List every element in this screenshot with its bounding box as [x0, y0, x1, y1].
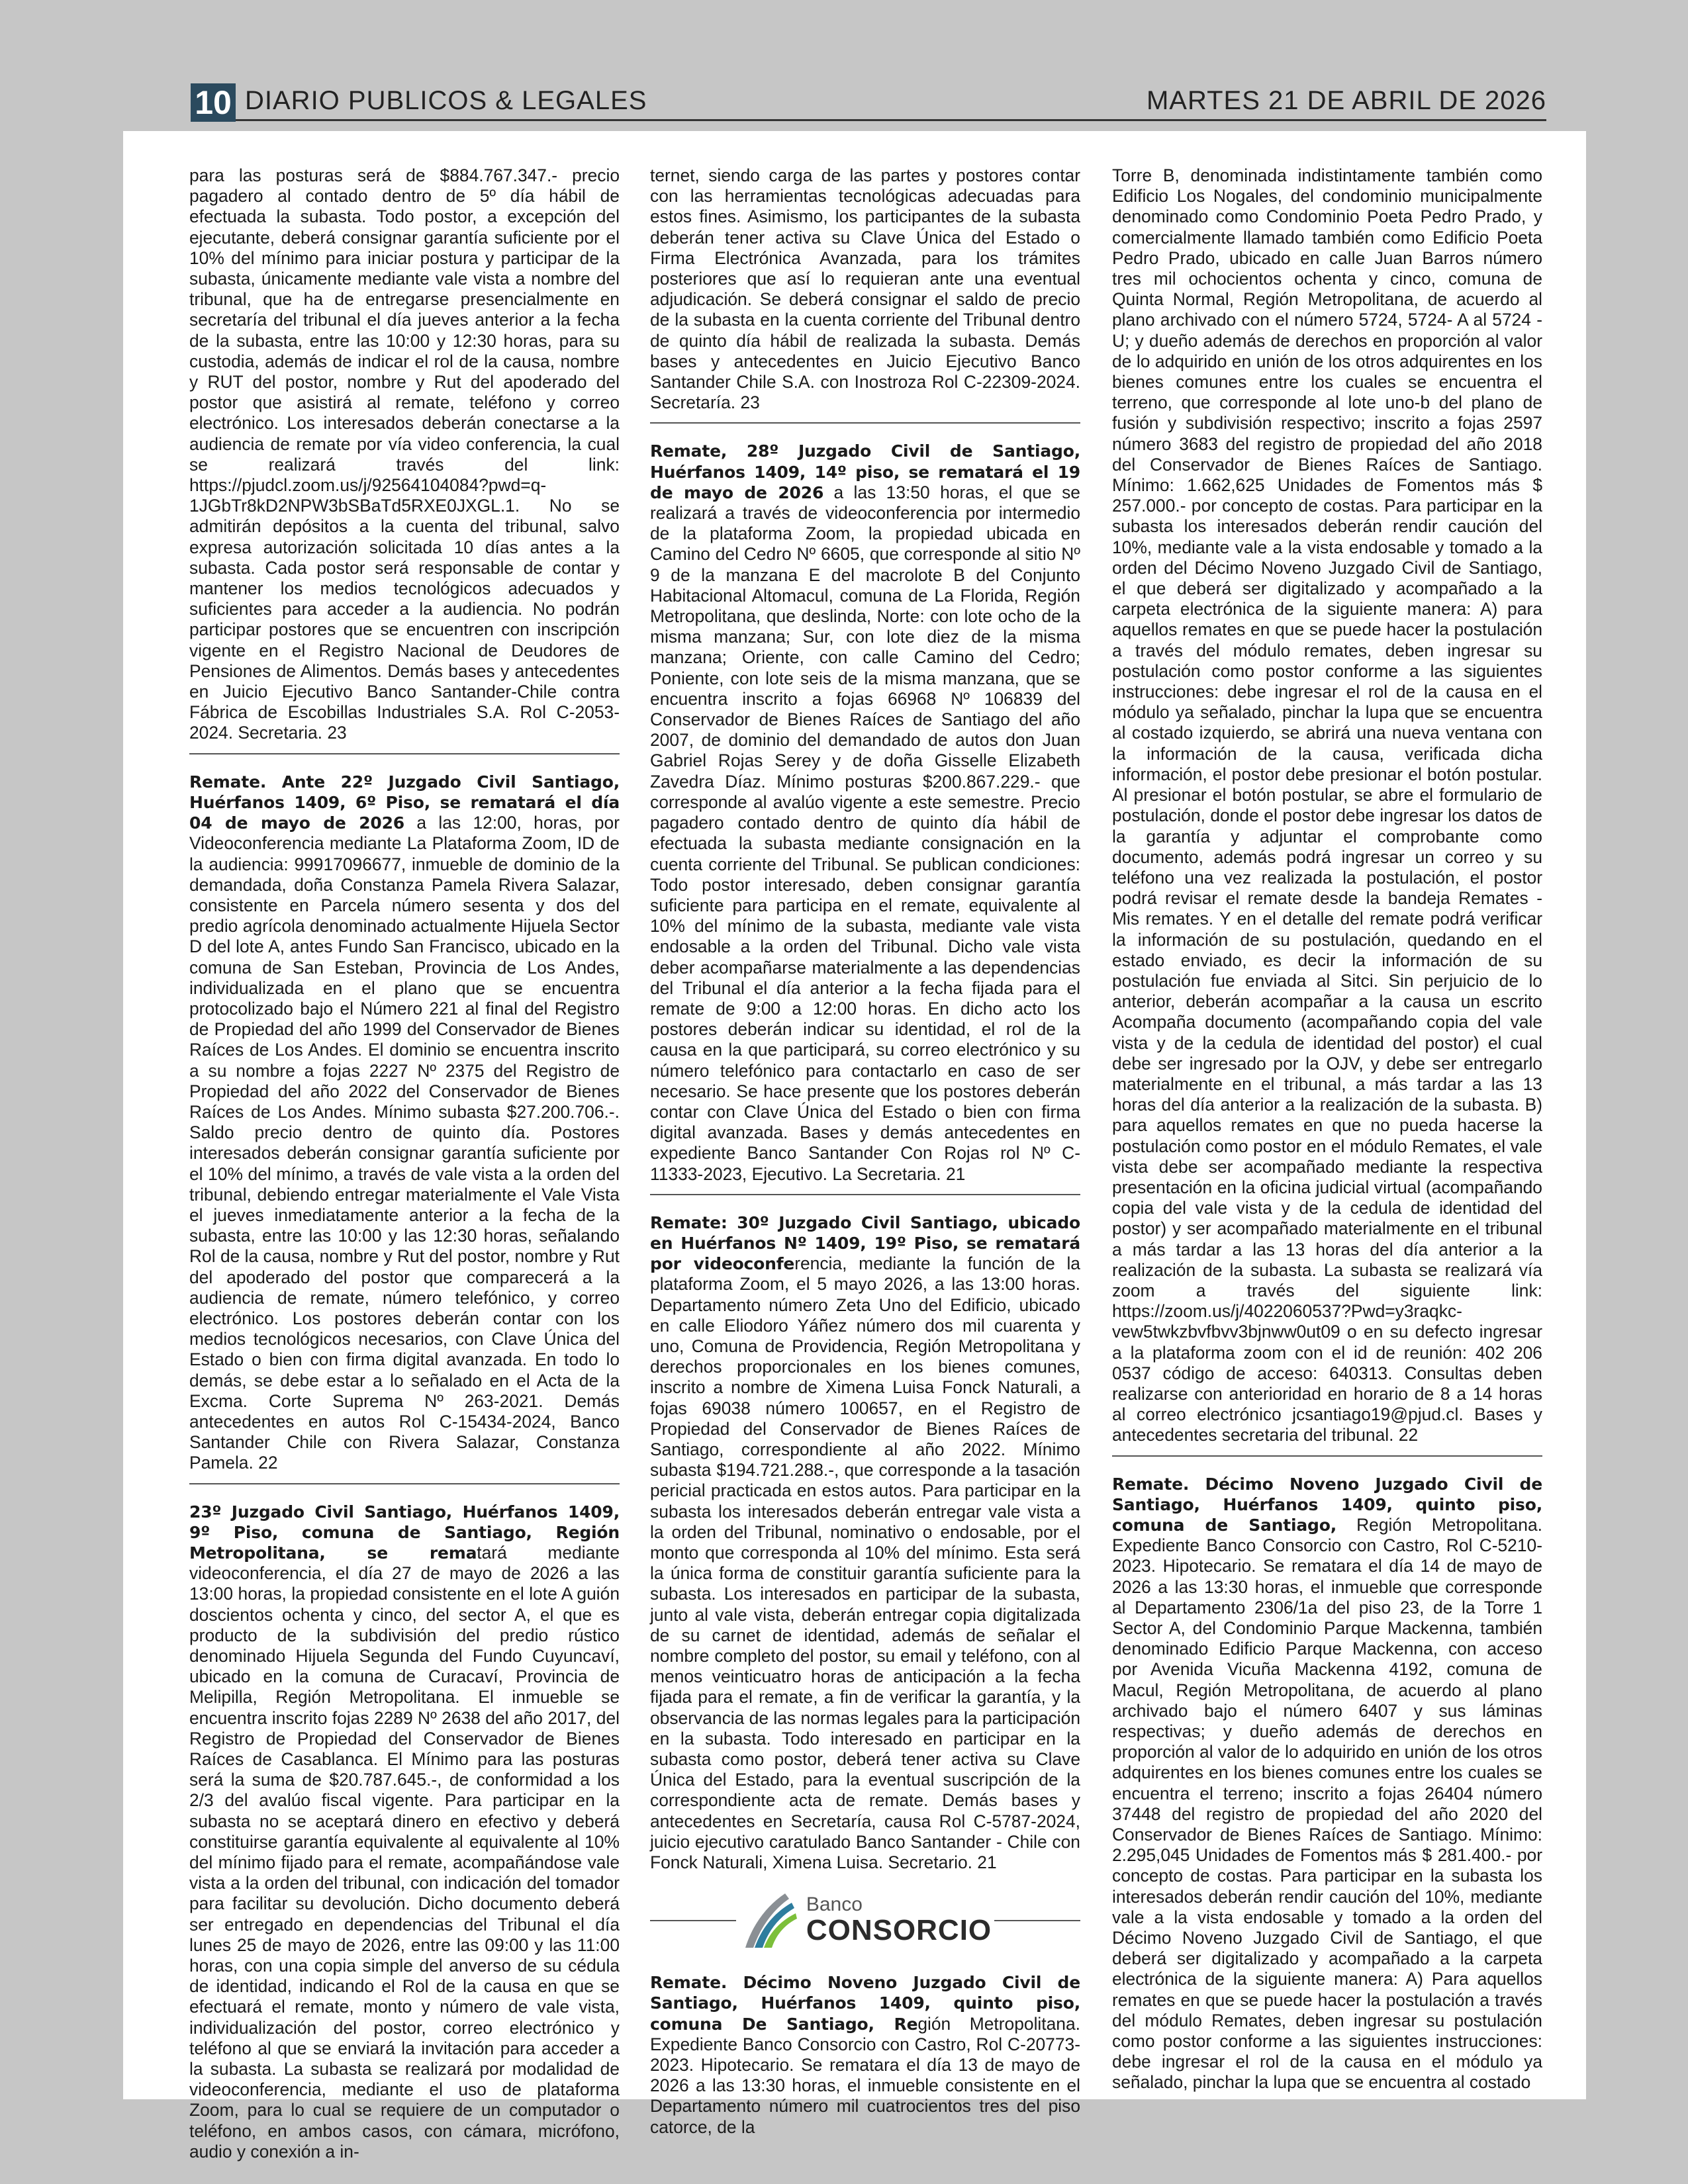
masthead — [191, 83, 1546, 121]
notice: 23º Juzgado Civil Santiago, Huérfanos 1409, 9º Piso, comuna de Santiago, Región Metropolitana, se rematará mediante videoconferencia, el día 27 de mayo de 2026 a las 13:00 horas, la propiedad consistente en el lote A guión doscientos ochenta y cinco, del sector A, el que es producto de la subdivisión del predio rústico denominado Hijuela Segunda del Fundo Cuyuncaví, ubicado en la comuna de Curacaví, Provincia de Melipilla, Región Metropolitana. El inmueble se encuentra inscrito fojas 2289 Nº 2638 del año 2017, del Registro de Propiedad del Conservador de Bienes Raíces de Casablanca. El Mínimo para las posturas será la suma de $20.787.645.-, de conformidad a los 2/3 del avalúo fiscal vigente. Para participar en la subasta no se aceptará dinero en efectivo y deberá constituirse garantía equivalente al equivalente al 10% del mínimo fijado para el remate, acompañándose vale vista a la orden del tribunal, con indicación del tomador para facilitar su devolución. Dicho documento deberá ser entregado en dependencias del Tribunal el día lunes 25 de mayo de 2026, entre las 09:00 y las 11:00 horas, con una copia simple del anverso de su cédula de identidad, indicando el Rol de la causa en que se efectuará el remate, monto y número de vale vista, individualización del postor, correo electrónico y teléfono al que se enviará la invitación para acceder a la subasta. La subasta se realizará por modalidad de videoconferencia, mediante el uso de plataforma Zoom, para lo cual se requiere de un computador o teléfono, en ambos casos, con cámara, micrófono, audio y conexión a in- — [189, 1502, 620, 2161]
notice-divider — [189, 1483, 620, 1484]
notice: Remate. Ante 22º Juzgado Civil Santiago, Huérfanos 1409, 6º Piso, se rematará el día 04 de mayo de 2026 a las 12:00, horas, por Videoconferencia mediante La Plataforma Zoom, ID de la audiencia: 99917096677, inmueble de dominio de la demandada, doña Constanza Pamela Rivera Salazar, consistente en Parcela número sesenta y dos del predio agrícola denominado actualmente Hijuela Sector D del lote A, antes Fundo San Francisco, ubicado en la comuna de San Esteban, Provincia de Los Andes, individualizada en el plano que se encuentra protocolizado bajo el Número 221 al final del Registro de Propiedad del año 1999 del Conservador de Bienes Raíces de Los Andes. El dominio se encuentra inscrito a su nombre a fojas 2227 Nº 2375 del Registro de Propiedad del año 2022 del Conservador de Bienes Raíces de Los Andes. Mínimo subasta $27.200.706.-. Saldo precio dentro de quinto día. Postores interesados deberán consignar garantía suficiente por el 10% del mínimo, a través de vale vista a la orden del tribunal, debiendo entregar materialmente el Vale Vista el jueves inmediatamente anterior a la fecha de la subasta, entre las 10:00 y las 12:30 horas, señalando Rol de la causa, nombre y Rut del postor, nombre y Rut del apoderado del postor que comparecerá a la audiencia de remate, número telefónico, y correo electrónico. Los postores deberán contar con los medios tecnológicos necesarios, con Clave Única del Estado o bien con firma digital avanzada. En todo lo demás, se debe estar a lo señalado en el Acta de la Excma. Corte Suprema Nº 263-2021. Demás antecedentes en autos Rol C-15434-2024, Banco Santander Chile con Rivera Salazar, Constanza Pamela. 22 — [189, 772, 620, 1473]
logo-wordmark — [806, 1894, 992, 1946]
consorcio-mark-icon — [739, 1887, 798, 1953]
notice-divider — [650, 1194, 1080, 1195]
page-number: 10 — [191, 83, 236, 122]
notice-divider — [189, 753, 620, 754]
column-2 — [650, 165, 1080, 2137]
notice-continuation: para las posturas será de $884.767.347.- precio pagadero al contado dentro de 5º día hábil de efectuada la subasta. Todo postor, a excepción del ejecutante, deberá consignar garantía suficiente por el 10% del mínimo para iniciar postura y participar de la subasta, únicamente mediante vale vista a nombre del tribunal, que ha de entregarse presencialmente en secretaría del tribunal el día jueves anterior a la fecha de la subasta, entre las 10:00 y 12:30 horas, para su custodia, además de indicar el rol de la causa, nombre y RUT del postor, nombre y Rut del apoderado del postor que asistirá al remate, teléfono y correo electrónico. Los interesados deberán conectarse a la audiencia de remate por vía video conferencia, la cual se realizará través del link: https://pjudcl.zoom.us/j/92564104084?pwd=q-1JGbTr8kD2NPW3bSBaTd5RXE0JXGL.1. No se admitirán depósitos a la cuenta del tribunal, salvo expresa autorización solicitada 10 días antes a la subasta. Cada postor será responsable de contar y mantener los medios tecnológicos adecuados y suficientes para acceder a la audiencia. No podrán participar postores que se encuentren con inscripción vigente en el Registro Nacional de Deudores de Pensiones de Alimentos. Demás bases y antecedentes en Juicio Ejecutivo Banco Santander-Chile contra Fábrica de Escobillas Industriales S.A. Rol C-2053-2024. Secretaria. 23 — [189, 165, 620, 743]
notice: Remate: 30º Juzgado Civil Santiago, ubicado en Huérfanos Nº 1409, 19º Piso, se rematará por videoconferencia, mediante la función de la plataforma Zoom, el 5 mayo 2026, a las 13:00 horas. Departamento número Zeta Uno del Edificio, ubicado en calle Eliodoro Yáñez número dos mil cuarenta y uno, Comuna de Providencia, Región Metropolitana y derechos proporcionales en los bienes comunes, inscrito a nombre de Ximena Luisa Fonck Naturali, a fojas 69038 número 100657, en el Registro de Propiedad del Conservador de Bienes Raíces de Santiago, correspondiente al año 2022. Mínimo subasta $194.721.288.-, que corresponde a la tasación pericial practicada en estos autos. Para participar en la subasta los interesados deberán entregar vale vista a la orden del Tribunal, nominativo o endosable, por el monto que corresponda al 10% del mínimo. Esta será la única forma de constituir garantía suficiente para la subasta. Los interesados en participar de la subasta, junto al vale vista, deberán entregar copia digitalizada de su carnet de identidad, además de señalar el nombre completo del postor, su email y teléfono, con al menos veinticuatro horas de anticipación a la fecha fijada para el remate, a fin de verificar la garantía, y la observancia de las normas legales para la participación en la subasta. Todo interesado en participar en la subasta como postor, deberá tener activa su Clave Única del Estado, para la eventual suscripción de la correspondiente acta de remate. Demás bases y antecedentes en Secretaría, causa Rol C-5787-2024, juicio ejecutivo caratulado Banco Santander - Chile con Fonck Naturali, Ximena Luisa. Secretario. 21 — [650, 1212, 1080, 1873]
newspaper-page — [123, 131, 1586, 2161]
notice: Remate, 28º Juzgado Civil de Santiago, Huérfanos 1409, 14º piso, se rematará el 19 de mayo de 2026 a las 13:50 horas, el que se realizará a través de videoconferencia por intermedio de la plataforma Zoom, la propiedad ubicada en Camino del Cedro Nº 6605, que corresponde al sitio Nº 9 de la manzana E del macrolote B del Conjunto Habitacional Altomacul, comuna de La Florida, Región Metropolitana, que deslinda, Norte: con lote ocho de la misma manzana; Sur, con lote diez de la misma manzana; Oriente, con calle Camino del Cedro; Poniente, con lote seis de la misma manzana, que se encuentra inscrito a fojas 66968 Nº 106839 del Conservador de Bienes Raíces de Santiago del año 2007, de dominio del demandado de autos don Juan Gabriel Rojas Serey y de doña Gisselle Elizabeth Zavedra Díaz. Mínimo posturas $200.867.229.- que corresponde al avalúo vigente a este semestre. Precio pagadero contado dentro de quinto día hábil de efectuada la subasta mediante consignación en la cuenta corriente del Tribunal. Se publican condiciones: Todo postor interesado, deben consignar garantía suficiente para participa en el remate, equivalente al 10% del mínimo de la subasta, mediante vale vista endosable a la orden del Tribunal. Dicho vale vista deber acompañarse materialmente a las dependencias del Tribunal el día anterior a la fecha fijada para el remate de 9:00 a 12:00 horas. En dicho acto los postores deberán indicar su identidad, el rol de la causa en la que participará, su correo electrónico y su número telefónico para contactarlo en caso de ser necesario. Se hace presente que los postores deberán contar con Clave Única del Estado o bien con firma digital avanzada. Bases y demás antecedentes en expediente Banco Santander Con Rojas rol Nº C-11333-2023, Ejecutivo. La Secretaria. 21 — [650, 441, 1080, 1184]
column-1 — [189, 165, 620, 2161]
logo-consorcio-text: CONSORCIO — [806, 1914, 992, 1947]
notice-divider — [650, 422, 1080, 424]
notice: Remate. Décimo Noveno Juzgado Civil de Santiago, Huérfanos 1409, quinto piso, comuna de Santiago, Región Metropolitana. Expediente Banco Consorcio con Castro, Rol C-5210-2023. Hipotecario. Se rematara el día 14 de mayo de 2026 a las 13:30 horas, el inmueble que corresponde al Departamento 2306/1a del piso 23, de la Torre 1 Sector A, del Condominio Parque Mackenna, también denominado Edificio Parque Mackenna, con acceso por Avenida Vicuña Mackenna 4192, comuna de Macul, Región Metropolitana, de acuerdo al plano archivado bajo el número 6407 y sus láminas respectivas; y dueño además de derechos en proporción al valor de lo adquirido en unión de los otros adquirentes en los bienes comunes entre los cuales se encuentra el terreno; inscrito a fojas 26404 número 37448 del registro de propiedad del año 2020 del Conservador de Bienes Raíces de Santiago. Mínimo: 2.295,045 Unidades de Fomentos más $ 281.400.- por concepto de costas. Para participar en la subasta los interesados deberán rendir caución del 10%, mediante vale a la vista endosable y tomado a la orden del Décimo Noveno Juzgado Civil de Santiago, el que deberá ser digitalizado y acompañado a la carpeta electrónica de la siguiente manera: A) Para aquellos remates en que se puede hacer la postulación a través del módulo Remates, deben ingresar su postulación como postor conforme a las siguientes instrucciones: debe ingresar el rol de la causa en el módulo ya señalado, pinchar la lupa que se encuentra al costado — [1112, 1474, 1542, 2093]
notice: Remate. Décimo Noveno Juzgado Civil de Santiago, Huérfanos 1409, quinto piso, comuna De Santiago, Región Metropolitana. Expediente Banco Consorcio con Castro, Rol C-20773-2023. Hipotecario. Se rematara el día 13 de mayo de 2026 a las 13:30 horas, el inmueble consistente en el Departamento número mil cuatrocientos tres del piso catorce, de la — [650, 1973, 1080, 2137]
logo-rule-right — [994, 1920, 1080, 1921]
notice-continuation: ternet, siendo carga de las partes y postores contar con las herramientas tecnológicas adecuadas para estos fines. Asimismo, los participantes de la subasta deberán tener activa su Clave Única del Estado o Firma Electrónica Avanzada, para los trámites posteriores que así lo requieran ante una eventual adjudicación. Se deberá consignar el saldo de precio de la subasta en la cuenta corriente del Tribunal dentro de quinto día hábil de realizada la subasta. Demás bases y antecedentes en Juicio Ejecutivo Banco Santander Chile S.A. con Inostroza Rol C-22309-2024. Secretaría. 23 — [650, 165, 1080, 413]
publication-date: MARTES 21 DE ABRIL DE 2026 — [1146, 86, 1546, 115]
notice-continuation: Torre B, denominada indistintamente también como Edificio Los Nogales, del condominio municipalmente denominado como Condominio Poeta Pedro Prado, y comercialmente llamado también como Edificio Poeta Pedro Prado, ubicado en calle Juan Barros número tres mil ochocientos ochenta y cinco, comuna de Quinta Normal, Región Metropolitana, de acuerdo al plano archivado con el número 5724, 5724- A al 5724 -U; y dueño además de derechos en proporción al valor de lo adquirido en unión de los otros adquirentes en los bienes comunes entre los cuales se encuentra el terreno, que corresponde al lote uno-b del plano de fusión y subdivisión respectivo; inscrito a fojas 2597 número 3683 del registro de propiedad del año 2018 del Conservador de Bienes Raíces de Santiago. Mínimo: 1.662,625 Unidades de Fomentos más $ 257.000.- por concepto de costas. Para participar en la subasta los interesados deberán rendir caución del 10%, mediante vale a la vista endosable y tomado a la orden del Décimo Noveno Juzgado Civil de Santiago, el que deberá ser digitalizado y acompañado a la carpeta electrónica de la siguiente manera: A) para aquellos remates en que se puede hacer la postulación a través del módulo remates, deben ingresar su postulación como postor conforme a las siguientes instrucciones: debe ingresar el rol de la causa en el módulo ya señalado, pinchar la lupa que se encuentra al costado izquierdo, se abrirá una nueva ventana con la información de la causa, verificada dicha información, el postor debe presionar el botón postular. Al presionar el botón postular, se abre el formulario de postulación, donde el postor debe ingresar los datos de la garantía y adjuntar el comprobante como documento, además podrá ingresar un correo y su teléfono una vez realizada la postulación, el postor podrá revisar el remate desde la bandeja Remates - Mis remates. Y en el detalle del remate podrá verificar la información de su postulación, quedando en el estado enviado, es decir la información de su postulación fue enviada al Sitci. Sin perjuicio de lo anterior, deberán acompañar a la causa un escrito Acompaña documento (acompañando copia del vale vista y de la cedula de identidad del postor) el cual debe ser ingresado por la OJV, y debe ser entregarlo materialmente en el tribunal, a más tardar a las 13 horas del día anterior a la realización de la subasta. B) para aquellos remates en que no pueda hacerse la postulación como postor en el módulo Remates, el vale vista debe ser acompañado mediante la respectiva presentación en la oficina judicial virtual (acompañando copia del vale vista y de la cedula de identidad del postor) y ser acompañado materialmente en el tribunal a más tardar a las 13 horas del día anterior a la realización de la subasta. La subasta se realizará vía zoom a través del siguiente link: https://zoom.us/j/4022060537?Pwd=y3raqkc-vew5twkzbvfbvv3bjnww0ut09 o en su defecto ingresar a la plataforma zoom con el id de reunión: 402 206 0537 código de acceso: 640313. Consultas deben realizarse con anterioridad en horario de 8 a 14 horas al correo electrónico jcsantiago19@pjud.cl. Bases y antecedentes secretaria del tribunal. 22 — [1112, 165, 1542, 1445]
logo-banco-text: Banco — [806, 1893, 863, 1916]
column-3 — [1112, 165, 1542, 2093]
banco-consorcio-logo — [650, 1877, 1080, 1963]
publication-name: DIARIO PUBLICOS & LEGALES — [245, 86, 647, 115]
logo-rule-left — [650, 1920, 736, 1921]
notice-divider — [1112, 1455, 1542, 1457]
